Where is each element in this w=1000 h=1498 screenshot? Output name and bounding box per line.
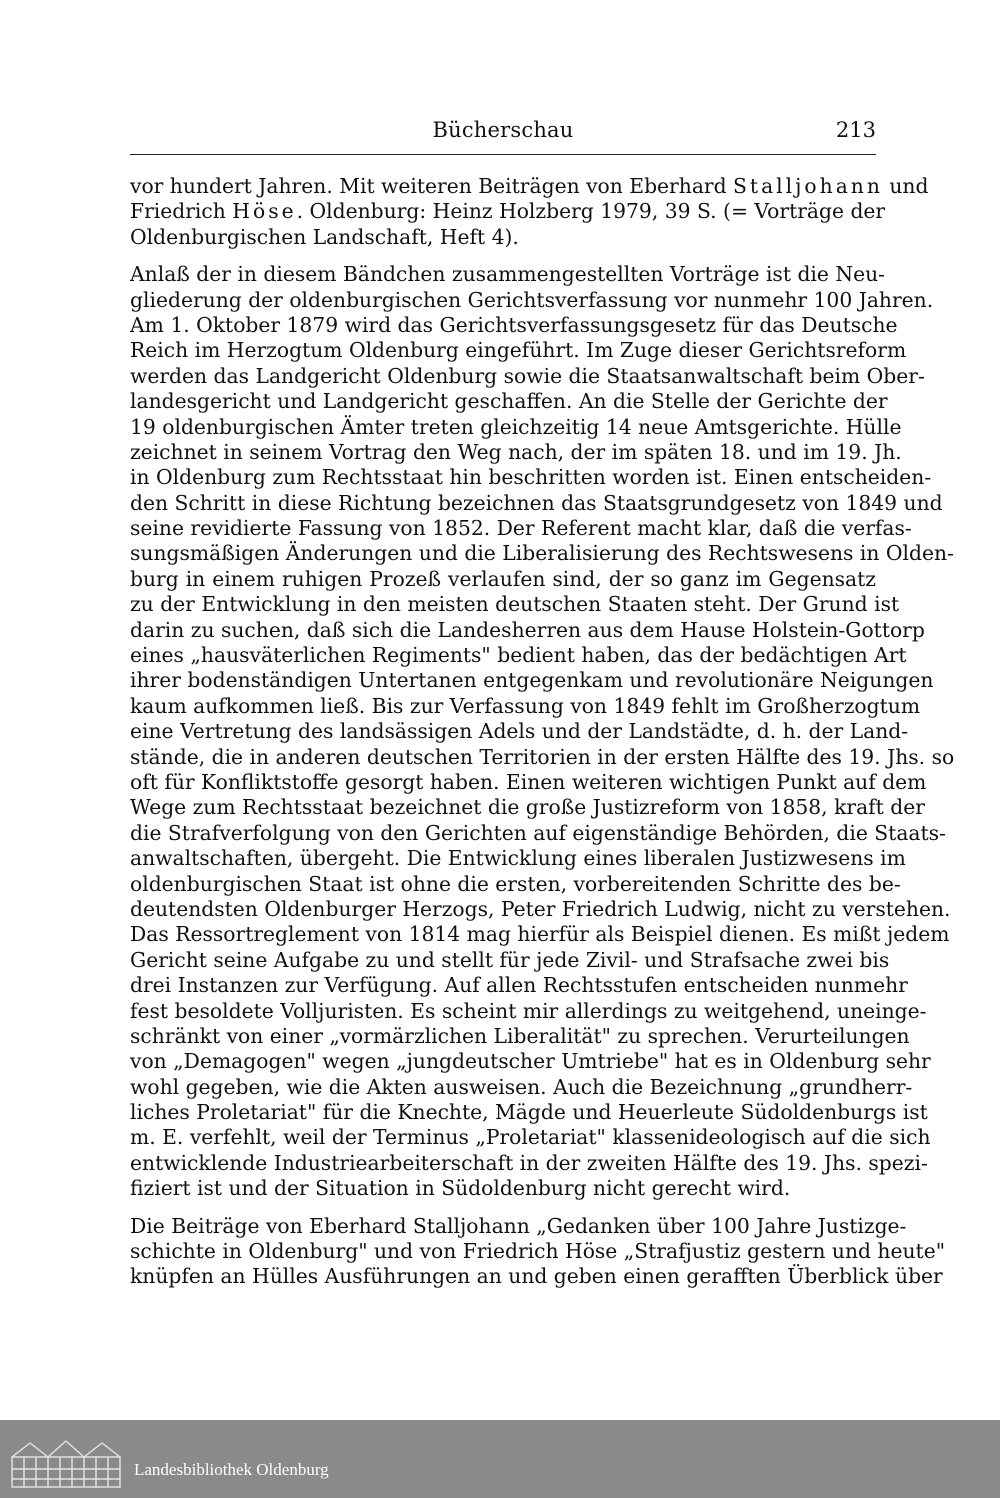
text-line: die Strafverfolgung von den Gerichten auf eigenständige Behörden, die Staats- [130,820,946,845]
text-line: Am 1. Oktober 1879 wird das Gerichtsverfassungsgesetz für das Deutsche [130,312,898,337]
text-line: fest besoldete Volljuristen. Es scheint mir allerdings zu weitgehend, uneinge- [130,998,927,1023]
text-line: darin zu suchen, daß sich die Landesherren aus dem Hause Holstein-Gottorp [130,617,925,642]
text-line: schränkt von einer „vormärzlichen Liberalität" zu sprechen. Verurteilungen [130,1023,910,1048]
text-line: sungsmäßigen Änderungen und die Liberalisierung des Rechtswesens in Olden- [130,541,954,566]
paragraph-gap [130,1202,876,1214]
text-line: 19 oldenburgischen Ämter treten gleichzeitig 14 neue Amtsgerichte. Hülle [130,414,902,439]
paragraph [130,174,929,250]
article-body [130,174,955,1290]
text-line: deutendsten Oldenburger Herzogs, Peter Friedrich Ludwig, nicht zu verstehen. [130,896,951,921]
footer-bar [0,1420,1000,1498]
text-line: eine Vertretung des landsässigen Adels und der Landstädte, d. h. der Land- [130,719,909,744]
text-line: zeichnet in seinem Vortrag den Weg nach, der im späten 18. und im 19. Jh. [130,439,902,464]
text-line: zu der Entwicklung in den meisten deutschen Staaten steht. Der Grund ist [130,592,900,617]
text-line: fiziert ist und der Situation in Südoldenburg nicht gerecht wird. [130,1176,791,1201]
author-name: Höse [232,199,297,224]
paragraph [130,262,955,1201]
text-line: stände, die in anderen deutschen Territorien in der ersten Hälfte des 19. Jhs. so [130,744,955,769]
text-line: wohl gegeben, wie die Akten ausweisen. Auch die Bezeichnung „grundherr- [130,1074,913,1099]
text-line: burg in einem ruhigen Prozeß verlaufen sind, der so ganz im Gegensatz [130,566,876,591]
text-line: schichte in Oldenburg" und von Friedrich Höse „Strafjustiz gestern und heute" [130,1239,946,1264]
text-line: eines „hausväterlichen Regiments" bedient haben, das der bedächtigen Art [130,643,907,668]
text-line: ihrer bodenständigen Untertanen entgegenkam und revolutionäre Neigungen [130,668,934,693]
text-line: den Schritt in diese Richtung bezeichnen das Staatsgrundgesetz von 1849 und [130,490,943,515]
text-line: Wege zum Rechtsstaat bezeichnet die große Justizreform von 1858, kraft der [130,795,925,820]
text-line: Anlaß der in diesem Bändchen zusammengestellten Vorträge ist die Neu- [130,262,886,287]
page-title: Bücherschau [432,118,574,142]
text-line: Das Ressortreglement von 1814 mag hierfür als Beispiel dienen. Es mißt jedem [130,922,950,947]
text-line: Oldenburgischen Landschaft, Heft 4). [130,224,519,249]
text-line: von „Demagogen" wegen „jungdeutscher Umtriebe" hat es in Oldenburg sehr [130,1049,931,1074]
text-line: seine revidierte Fassung von 1852. Der Referent macht klar, daß die verfas- [130,516,912,541]
library-name: Landesbibliothek Oldenburg [134,1460,329,1479]
text-line: gliederung der oldenburgischen Gerichtsverfassung vor nunmehr 100 Jahren. [130,287,934,312]
text-line: knüpfen an Hülles Ausführungen an und geben einen gerafften Überblick über [130,1264,943,1289]
text-line: werden das Landgericht Oldenburg sowie die Staatsanwaltschaft beim Ober- [130,363,925,388]
text-line: liches Proletariat" für die Knechte, Mägde und Heuerleute Südoldenburgs ist [130,1100,928,1125]
text-line: Gericht seine Aufgabe zu und stellt für jede Zivil- und Strafsache zwei bis [130,947,890,972]
author-name: Stalljohann [733,174,883,198]
text-line: Friedrich Höse. Oldenburg: Heinz Holzberg 1979, 39 S. (= Vorträge der [130,199,886,224]
text-line: oldenburgischen Staat ist ohne die ersten, vorbereitenden Schritte des be- [130,871,901,896]
text-line: in Oldenburg zum Rechtsstaat hin beschritten worden ist. Einen entscheiden- [130,465,932,490]
running-header [130,118,876,155]
text-line: landesgericht und Landgericht geschaffen. An die Stelle der Gerichte der [130,389,888,414]
text-line: kaum aufkommen ließ. Bis zur Verfassung von 1849 fehlt im Großherzogtum [130,693,921,718]
text-line: vor hundert Jahren. Mit weiteren Beiträgen von Eberhard Stalljohann und [130,174,929,198]
text-line: Die Beiträge von Eberhard Stalljohann „Gedanken über 100 Jahre Justizge- [130,1213,907,1238]
text-line: entwicklende Industriearbeiterschaft in der zweiten Hälfte des 19. Jhs. spezi- [130,1150,928,1175]
text-line: Reich im Herzogtum Oldenburg eingeführt. Im Zuge dieser Gerichtsreform [130,338,907,363]
text-line: oft für Konfliktstoffe gesorgt haben. Einen weiteren wichtigen Punkt auf dem [130,769,927,794]
text-line: anwaltschaften, übergeht. Die Entwicklung eines liberalen Justizwesens im [130,846,906,871]
library-building-icon [10,1439,122,1489]
paragraph [130,1213,946,1290]
text-line: m. E. verfehlt, weil der Terminus „Proletariat" klassenideologisch auf die sich [130,1125,931,1150]
paragraph-gap [130,250,876,262]
page-number: 213 [835,118,876,142]
text-line: drei Instanzen zur Verfügung. Auf allen Rechtsstufen entscheiden nunmehr [130,973,908,998]
